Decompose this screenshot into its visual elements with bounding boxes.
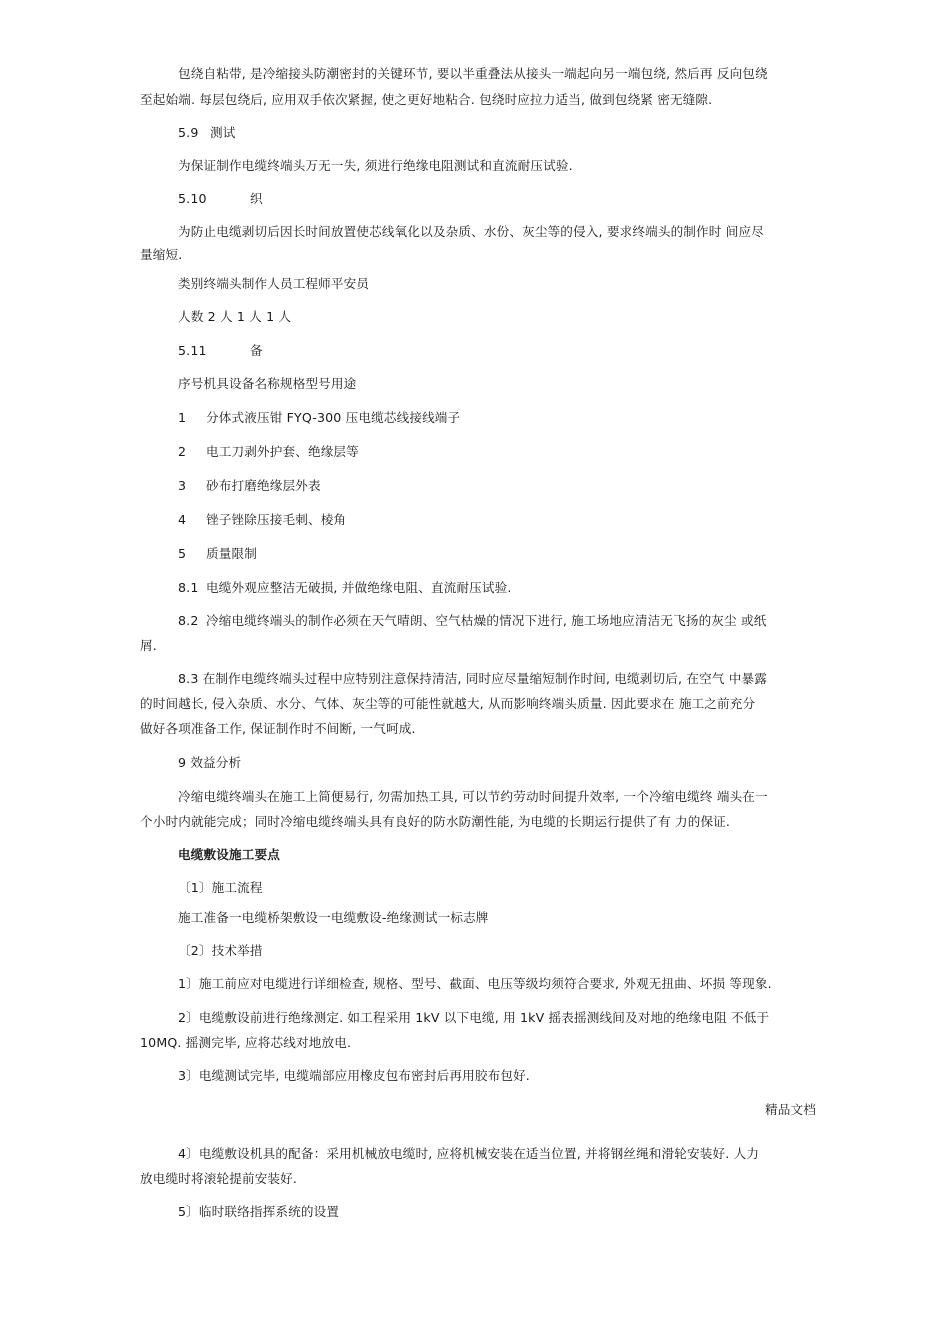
tool-row-number: 3 — [178, 478, 187, 493]
clause-number: 8.1 — [178, 580, 199, 595]
quality-8-1 — [178, 576, 512, 600]
tool-row-text: 砂布打磨绝缘层外表 — [206, 478, 321, 493]
section-number: 5.10 — [178, 191, 207, 206]
quality-8-3-line-2: 的时间越长, 侵入杂质、水分、气体、灰尘等的可能性就越大, 从而影响终端头质量. 因此要求在 施工之前充分 — [140, 696, 756, 711]
tool-row — [178, 474, 321, 498]
footer-watermark-text: 精品文档 — [765, 1102, 816, 1117]
section-number: 5.11 — [178, 343, 207, 358]
tech-item-2-line-1: 2〕电缆敷设前进行绝缘测定. 如工程采用 1kV 以下电缆, 用 1kV 摇表摇测线间及对地的绝缘电阻 不低于 — [178, 1010, 770, 1025]
section-title: 备 — [250, 343, 263, 358]
tool-row — [178, 508, 346, 532]
tech-item-4-line-2: 放电缆时将滚轮提前安装好. — [140, 1171, 298, 1186]
staff-table-count: 人数 2 人 1 人 1 人 — [178, 309, 292, 324]
tool-row-text: 电工刀剥外护套、绝缘层等 — [206, 444, 359, 459]
staff-table-header: 类别终端头制作人员工程师平安员 — [178, 276, 370, 291]
quality-8-3-line-1: 8.3 在制作电缆终端头过程中应特别注意保持清洁, 同时应尽量缩短制作时间, 电缆剥切后, 在空气 中暴露 — [178, 671, 767, 686]
tech-item-1: 1〕施工前应对电缆进行详细检查, 规格、型号、截面、电压等级均须符合要求, 外观无扭曲、坏损 等现象. — [178, 976, 772, 991]
clause-text: 电缆外观应整洁无破损, 并做绝缘电阻、直流耐压试验. — [206, 580, 512, 595]
tool-row-text: 质量限制 — [206, 546, 257, 561]
tool-row — [178, 440, 359, 464]
tool-row-text: 分体式液压钳 FYQ-300 压电缆芯线接线端子 — [206, 410, 461, 425]
section-5-9-body: 为保证制作电缆终端头万无一失, 须进行绝缘电阻测试和直流耐压试验. — [178, 158, 573, 173]
flow-text: 施工准备一电缆桥架敷设一电缆敷设-绝缘测试一标志牌 — [178, 910, 489, 925]
section-5-9-heading — [178, 121, 236, 145]
section-9-heading: 9 效益分析 — [178, 755, 242, 770]
clause-text: 冷缩电缆终端头的制作必须在天气晴朗、空气枯燥的情况下进行, 施工场地应清洁无飞扬的灰尘 或纸 — [206, 613, 767, 628]
tech-item-3: 3〕电缆测试完毕, 电缆端部应用橡皮包布密封后再用胶布包好. — [178, 1068, 530, 1083]
tech-item-2-line-2: 10MQ. 摇测完毕, 应将芯线对地放电. — [140, 1035, 352, 1050]
flow-heading: 〔1〕施工流程 — [178, 880, 263, 895]
section-number: 5.9 — [178, 125, 199, 140]
tech-heading: 〔2〕技术举措 — [178, 943, 263, 958]
quality-8-2-line-2: 屑. — [140, 638, 157, 653]
section-title: 织 — [250, 191, 263, 206]
tool-row — [178, 406, 460, 430]
quality-8-3-line-3: 做好各项准备工作, 保证制作时不间断, 一气呵成. — [140, 721, 416, 736]
tool-row-number: 1 — [178, 410, 187, 425]
section-5-10-body-line-2: 量缩短. — [140, 247, 183, 262]
tool-row — [178, 542, 257, 566]
tool-row-number: 5 — [178, 546, 187, 561]
section-9-line-2: 个小时内就能完成；同时冷缩电缆终端头具有良好的防水防潮性能, 为电缆的长期运行提供了有 力的保证. — [140, 814, 731, 829]
quality-8-2-line-1 — [178, 609, 766, 633]
tools-table-header: 序号机具设备名称规格型号用途 — [178, 376, 357, 391]
para-wrap-line-1: 包绕自粘带, 是冷缩接头防潮密封的关键环节, 要以半重叠法从接头一端起向另一端包绕, 然后再 反向包绕 — [178, 66, 768, 81]
section-title: 测试 — [210, 125, 236, 140]
tool-row-number: 2 — [178, 444, 187, 459]
tech-item-5: 5〕临时联络指挥系统的设置 — [178, 1204, 340, 1219]
tech-item-4-line-1: 4〕电缆敷设机具的配备：采用机械放电缆时, 应将机械安装在适当位置, 并将钢丝绳和滑轮安装好. 人力 — [178, 1146, 760, 1161]
section-5-11-heading — [178, 339, 263, 363]
cable-laying-title: 电缆敷设施工要点 — [178, 847, 280, 862]
tool-row-text: 锉子锉除压接毛刺、棱角 — [206, 512, 347, 527]
clause-number: 8.2 — [178, 613, 199, 628]
section-5-10-heading — [178, 187, 263, 211]
section-9-line-1: 冷缩电缆终端头在施工上简便易行, 勿需加热工具, 可以节约劳动时间提升效率, 一个冷缩电缆终 端头在一 — [178, 789, 768, 804]
tool-row-number: 4 — [178, 512, 187, 527]
para-wrap-line-2: 至起始端. 每层包绕后, 应用双手依次紧握, 使之更好地粘合. 包绕时应拉力适当, 做到包绕紧 密无缝隙. — [140, 92, 713, 107]
section-5-10-body-line-1: 为防止电缆剥切后因长时间放置使芯线氧化以及杂质、水份、灰尘等的侵入, 要求终端头的制作时 间应尽 — [178, 224, 764, 239]
